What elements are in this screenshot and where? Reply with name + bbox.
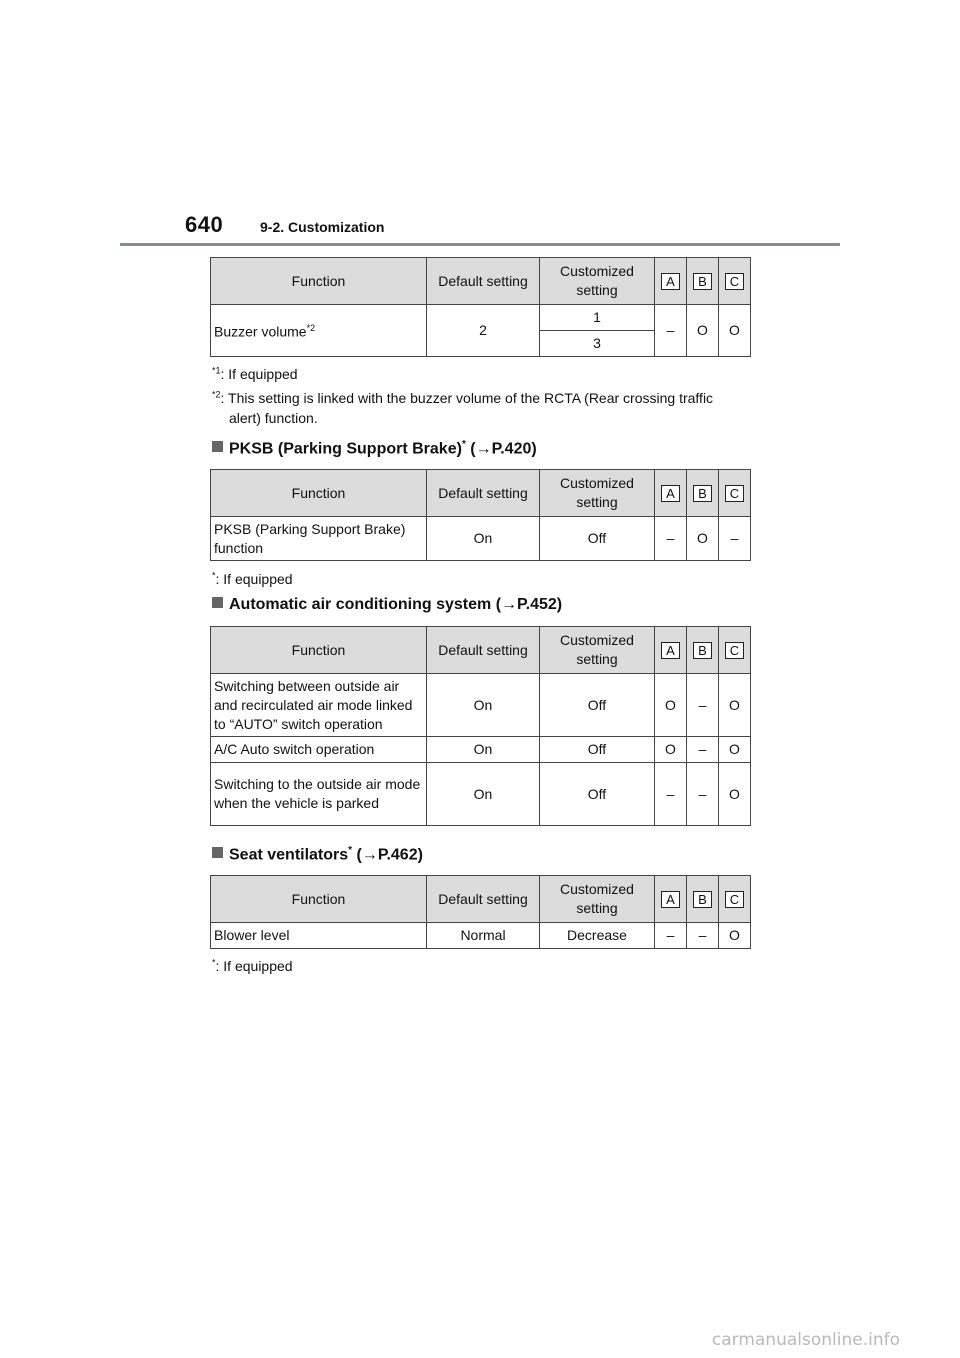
col-function: Function (211, 258, 427, 305)
label-a: A (661, 273, 680, 290)
table-row (211, 305, 751, 331)
footnote-mark: *2 (306, 323, 316, 334)
footnote-text: : If equipped (215, 958, 293, 974)
square-bullet-icon (212, 847, 223, 858)
label-b: B (693, 642, 712, 659)
cell-b: O (687, 517, 719, 561)
col-a (655, 876, 687, 923)
footnote-mark: * (212, 957, 216, 968)
aircon-heading-text: Automatic air conditioning system (→P.452) (229, 596, 563, 613)
cell-c: O (719, 737, 751, 763)
cell-function: Switching between outside air and recirculated air mode linked to “AUTO” switch operation (211, 674, 427, 737)
cell-default: On (427, 674, 540, 737)
footnote-text-cont: alert) function. (229, 410, 318, 426)
cell-c: O (719, 923, 751, 949)
aircon-heading (212, 596, 562, 614)
footnote-2 (212, 388, 713, 428)
cell-b: – (687, 674, 719, 737)
cell-c: O (719, 305, 751, 357)
ventilators-footnote (212, 956, 293, 976)
ventilators-heading-text: Seat ventilators (229, 846, 349, 864)
cell-a: – (655, 305, 687, 357)
cell-function (211, 305, 427, 357)
page-number: 640 (185, 212, 224, 237)
footnote-text: : If equipped (215, 571, 293, 587)
cell-c: O (719, 763, 751, 826)
cell-b: – (687, 737, 719, 763)
footnote-mark: * (212, 570, 216, 581)
col-function: Function (211, 627, 427, 674)
label-c: C (725, 642, 744, 659)
col-function: Function (211, 470, 427, 517)
cell-function: A/C Auto switch operation (211, 737, 427, 763)
buzzer-table (210, 257, 751, 357)
pksb-footnote (212, 569, 293, 589)
label-b: B (693, 273, 712, 290)
square-bullet-icon (212, 597, 223, 608)
pksb-heading (212, 439, 537, 458)
table-header-row (211, 876, 751, 923)
table-row (211, 517, 751, 561)
cell-b: O (687, 305, 719, 357)
page-reference: (→P.462) (356, 846, 423, 864)
label-a: A (661, 642, 680, 659)
cell-customized: Off (540, 763, 655, 826)
col-a (655, 258, 687, 305)
aircon-table (210, 626, 751, 826)
cell-customized: 3 (540, 331, 655, 357)
col-default: Default setting (427, 258, 540, 305)
col-c (719, 627, 751, 674)
cell-function: PKSB (Parking Support Brake) function (211, 517, 427, 561)
footnote-text: : This setting is linked with the buzzer volume of the RCTA (Rear crossing traffic (220, 390, 714, 406)
col-b (687, 627, 719, 674)
col-default: Default setting (427, 470, 540, 517)
header-divider (120, 243, 840, 246)
cell-default: On (427, 737, 540, 763)
col-a (655, 470, 687, 517)
cell-customized: Off (540, 517, 655, 561)
table-row (211, 674, 751, 737)
pksb-table (210, 469, 751, 561)
cell-customized: Decrease (540, 923, 655, 949)
watermark: carmanualsonline.info (711, 1330, 900, 1350)
cell-a: – (655, 763, 687, 826)
footnote-1 (212, 364, 298, 384)
label-a: A (661, 891, 680, 908)
col-a (655, 627, 687, 674)
section-title: 9-2. Customization (260, 219, 385, 235)
col-customized: Customized setting (540, 876, 655, 923)
cell-customized: 1 (540, 305, 655, 331)
cell-b: – (687, 923, 719, 949)
label-b: B (693, 891, 712, 908)
label-c: C (725, 891, 744, 908)
cell-a: O (655, 674, 687, 737)
pksb-heading-text: PKSB (Parking Support Brake) (229, 440, 462, 458)
col-customized: Customized setting (540, 627, 655, 674)
page-reference: (→P.420) (470, 440, 537, 458)
cell-function: Switching to the outside air mode when the vehicle is parked (211, 763, 427, 826)
table-row (211, 763, 751, 826)
col-c (719, 876, 751, 923)
ventilators-heading (212, 845, 423, 864)
table-row (211, 737, 751, 763)
cell-a: – (655, 923, 687, 949)
cell-b: – (687, 763, 719, 826)
footnote-mark: * (461, 439, 466, 450)
cell-customized: Off (540, 674, 655, 737)
table-row (211, 923, 751, 949)
table-header-row (211, 627, 751, 674)
footnote-text: : If equipped (220, 366, 298, 382)
buzzer-function-text: Buzzer volume (214, 323, 307, 340)
cell-c: – (719, 517, 751, 561)
cell-a: O (655, 737, 687, 763)
footnote-mark: *1 (212, 365, 221, 376)
square-bullet-icon (212, 441, 223, 452)
footnote-mark: * (348, 845, 353, 856)
col-c (719, 470, 751, 517)
table-header-row (211, 470, 751, 517)
col-function: Function (211, 876, 427, 923)
cell-default: On (427, 763, 540, 826)
col-default: Default setting (427, 876, 540, 923)
col-default: Default setting (427, 627, 540, 674)
ventilators-table (210, 875, 751, 949)
col-b (687, 258, 719, 305)
cell-c: O (719, 674, 751, 737)
cell-customized: Off (540, 737, 655, 763)
cell-default: 2 (427, 305, 540, 357)
cell-a: – (655, 517, 687, 561)
label-c: C (725, 485, 744, 502)
cell-function: Blower level (211, 923, 427, 949)
label-c: C (725, 273, 744, 290)
col-c (719, 258, 751, 305)
col-b (687, 876, 719, 923)
cell-default: On (427, 517, 540, 561)
footnote-mark: *2 (212, 389, 221, 400)
label-a: A (661, 485, 680, 502)
col-customized: Customized setting (540, 258, 655, 305)
cell-default: Normal (427, 923, 540, 949)
label-b: B (693, 485, 712, 502)
col-customized: Customized setting (540, 470, 655, 517)
table-header-row (211, 258, 751, 305)
col-b (687, 470, 719, 517)
